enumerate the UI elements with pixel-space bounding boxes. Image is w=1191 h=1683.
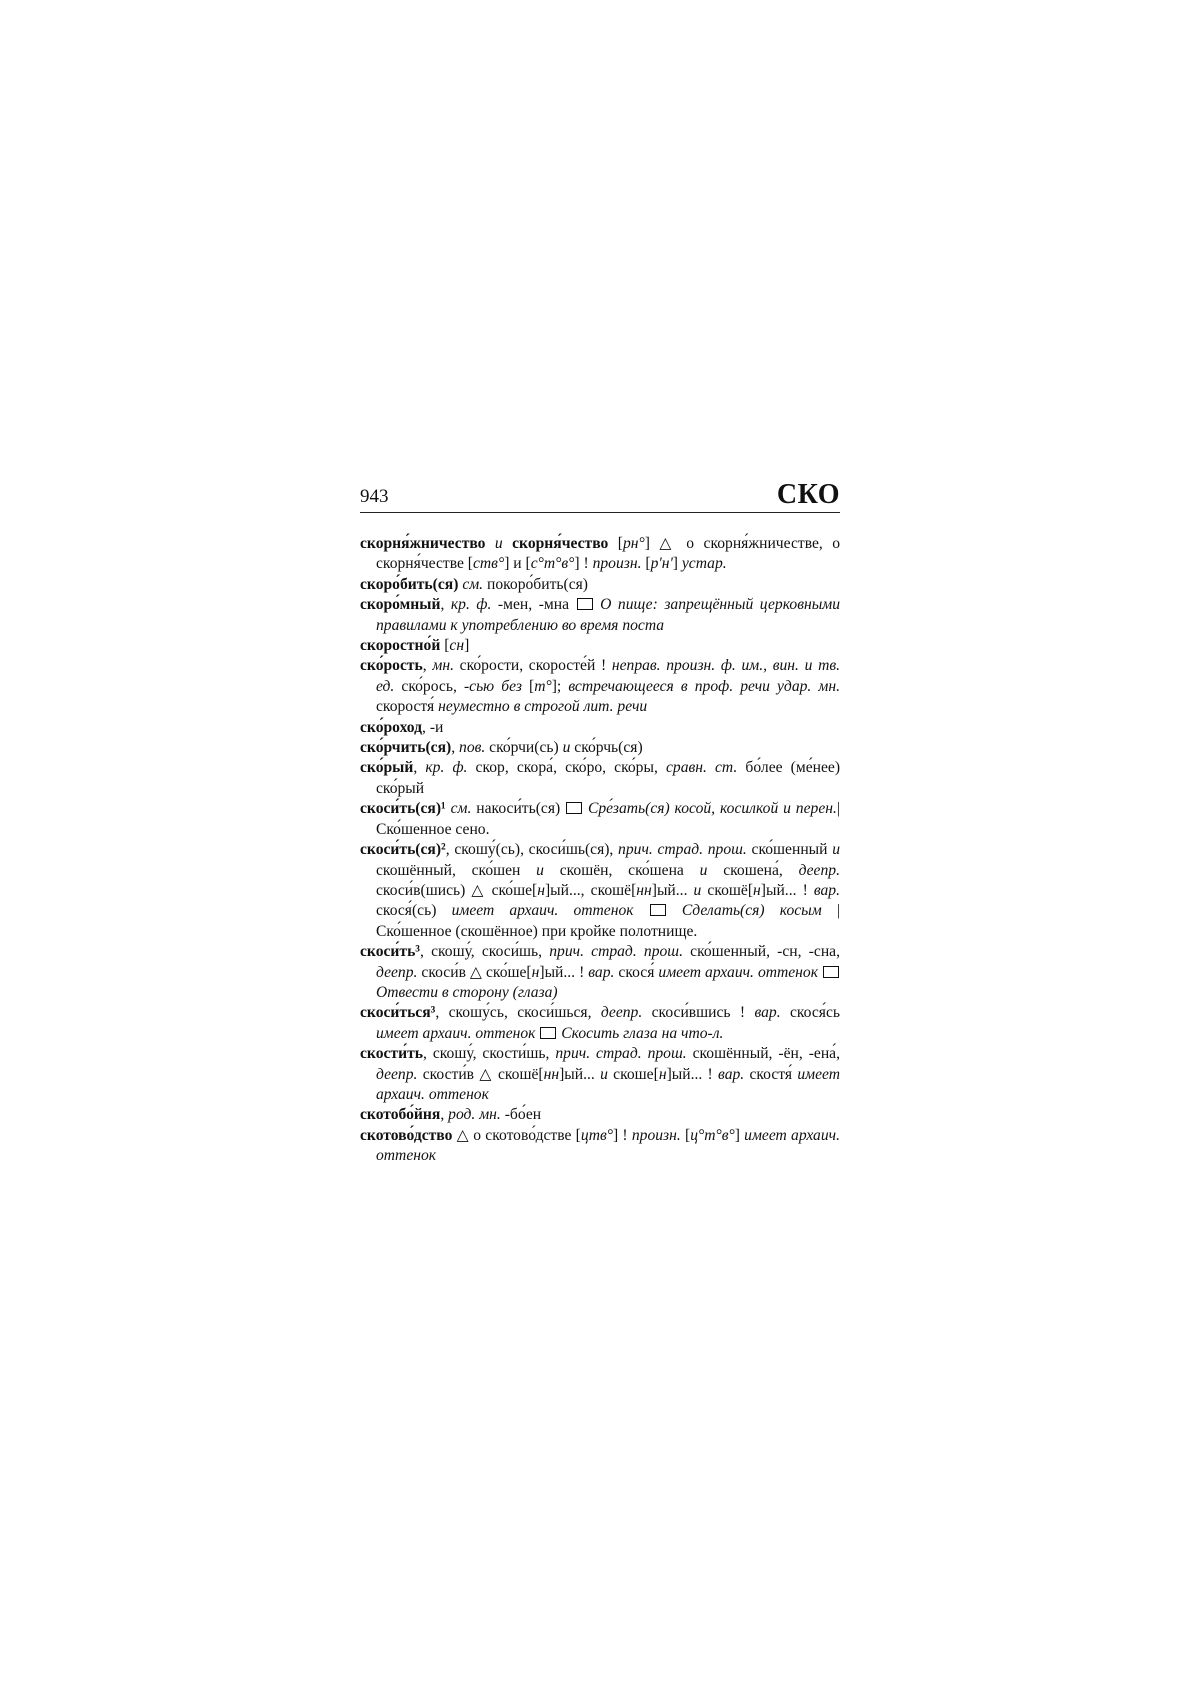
entry-text: ]ый... xyxy=(559,1065,601,1083)
grammar-note: Скосить глаза на что-л. xyxy=(561,1024,724,1042)
dictionary-entry xyxy=(360,1003,840,1044)
grammar-note: ц°т°в° xyxy=(690,1126,735,1144)
grammar-note: цтв° xyxy=(580,1126,613,1144)
grammar-note: прич. страд. прош. xyxy=(555,1045,687,1063)
headword: скоси́ться³ xyxy=(360,1004,436,1022)
headword: скоро́мный xyxy=(360,596,441,614)
headword: ско́роход xyxy=(360,718,423,736)
grammar-note: деепр. xyxy=(600,1004,643,1022)
grammar-note: имеет архаич. оттенок xyxy=(376,1024,536,1042)
dictionary-entry xyxy=(360,758,840,799)
grammar-note: вар. xyxy=(588,963,615,981)
dictionary-entry xyxy=(360,636,840,656)
headword: скоси́ть³ xyxy=(360,943,420,961)
dictionary-entry xyxy=(360,656,840,717)
dictionary-entry xyxy=(360,575,840,595)
entry-text: ско́рчи(сь) xyxy=(485,739,563,757)
entry-text: [ xyxy=(680,1126,691,1144)
grammar-note: произн. xyxy=(631,1126,681,1144)
definition-box-icon xyxy=(823,966,839,978)
entry-text: [ xyxy=(440,637,450,655)
dictionary-entry xyxy=(360,718,840,738)
entry-text: ] ! xyxy=(612,1126,632,1144)
entry-text: скося́ xyxy=(614,963,659,981)
entry-text: , xyxy=(422,657,433,675)
entry-text: скошённый, -ён, -ена́, xyxy=(686,1045,840,1063)
headword: скоро́бить(ся) xyxy=(360,575,459,593)
entry-text: скося́сь xyxy=(780,1004,840,1022)
headword: ско́рый xyxy=(360,759,414,777)
entry-text: ] xyxy=(734,1126,745,1144)
grammar-note: вар. xyxy=(813,881,840,899)
headword: скости́ть xyxy=(360,1045,423,1063)
entry-text: скости́в △ скошё[ xyxy=(417,1065,544,1083)
entry-text: бо́лее (ме́нее) ско́рый xyxy=(376,759,841,797)
grammar-note: р'н' xyxy=(650,555,673,573)
grammar-note: н xyxy=(537,881,545,899)
entry-text: [ xyxy=(641,555,651,573)
entry-text: , скошу́(сь), скоси́шь(ся), xyxy=(445,841,619,859)
dictionary-entry xyxy=(360,1126,840,1167)
grammar-note: н xyxy=(531,963,540,981)
page-header xyxy=(360,478,840,513)
grammar-note: нн xyxy=(543,1065,560,1083)
grammar-note: неправ. произн. ф. им., вин. и тв. ед. xyxy=(376,657,841,695)
grammar-note: О пище: запрещённый церковными правилами к употреблению во время поста xyxy=(376,596,841,634)
dictionary-entry xyxy=(360,840,840,942)
headword: скоси́ть(ся)¹ xyxy=(360,800,446,818)
grammar-note: неуместно в строгой лит. речи xyxy=(438,698,648,716)
grammar-note: деепр. xyxy=(798,861,840,879)
entry-text: , xyxy=(440,1106,449,1124)
grammar-note: и xyxy=(693,881,702,899)
entry-text: накоси́ть(ся) xyxy=(471,800,566,818)
grammar-note: и xyxy=(600,1065,608,1083)
entry-text: -бо́ен xyxy=(500,1106,542,1124)
grammar-note: пов. xyxy=(459,739,486,757)
entry-text: ско́шенный xyxy=(746,841,833,859)
grammar-note: имеет архаич. оттенок xyxy=(376,1065,841,1103)
entry-text: [ xyxy=(521,677,535,695)
grammar-note: -сью без xyxy=(463,677,522,695)
headword: ско́рчить(ся) xyxy=(360,739,452,757)
entry-text: скор, скора́, ско́ро, ско́ры, xyxy=(467,759,666,777)
entry-text: ] и [ xyxy=(504,555,531,573)
grammar-note: вар. xyxy=(718,1065,745,1083)
dictionary-entry xyxy=(360,799,840,840)
headword: ско́рость xyxy=(360,657,423,675)
grammar-note: и xyxy=(832,841,840,859)
grammar-note: и xyxy=(699,861,708,879)
definition-box-icon xyxy=(566,802,582,814)
entry-text: -мен, -мна xyxy=(491,596,576,614)
grammar-note: Отвести в сторону (глаза) xyxy=(376,983,558,1001)
entry-text: , xyxy=(440,596,451,614)
grammar-note: сн xyxy=(449,637,465,655)
entry-text: ]ый... xyxy=(651,881,694,899)
entry-text: скоси́в(шись) △ ско́ше[ xyxy=(376,881,538,899)
entry-text: ско́шенный, -сн, -сна, xyxy=(682,943,840,961)
grammar-note: имеет архаич. оттенок xyxy=(376,1126,840,1165)
entry-text: скоси́в △ ско́ше[ xyxy=(417,963,532,981)
entry-text xyxy=(818,964,822,981)
entry-text: , скошу́сь, скоси́шься, xyxy=(435,1004,601,1022)
entry-text: скоростя́ xyxy=(376,698,439,716)
entry-text: , скошу́, скоси́шь, xyxy=(419,943,550,961)
entry-text: ско́рости, скоросте́й ! xyxy=(453,657,612,675)
grammar-note: кр. ф. xyxy=(425,759,468,777)
grammar-note: ств° xyxy=(473,555,505,573)
entry-text: ]ый... ! xyxy=(760,881,814,899)
grammar-note: рн° xyxy=(622,535,645,552)
entry-text: ]ый... ! xyxy=(666,1065,719,1083)
grammar-note: кр. ф. xyxy=(450,596,492,614)
definition-box-icon xyxy=(577,598,593,610)
headword: скотово́дство xyxy=(360,1126,453,1144)
entry-text: скостя́ xyxy=(744,1065,798,1083)
entry-text: | Ско́шенное (скошённое) при кройке полотнище. xyxy=(376,902,840,940)
dictionary-entries xyxy=(360,534,840,1167)
grammar-note: имеет архаич. оттенок xyxy=(658,963,819,981)
entry-text: , xyxy=(413,759,426,777)
entry-text: скоше[ xyxy=(607,1065,659,1083)
grammar-note: встречающееся в проф. речи удар. мн. xyxy=(568,677,840,695)
entry-text: ско́рчь(ся) xyxy=(570,739,643,757)
dictionary-entry xyxy=(360,942,840,1003)
entry-text xyxy=(667,902,682,919)
grammar-note: сравн. ст. xyxy=(665,759,738,777)
dictionary-entry xyxy=(360,1044,840,1105)
running-head: СКО xyxy=(776,479,840,510)
entry-text: ] △ о скорня́жничестве, о скорня́честве [ xyxy=(376,535,841,573)
entry-text: [ xyxy=(608,535,623,552)
grammar-note: мн. xyxy=(432,657,454,675)
grammar-note: род. мн. xyxy=(448,1106,501,1124)
entry-text: | Ско́шенное сено. xyxy=(376,800,841,838)
grammar-note: нн xyxy=(636,881,652,899)
grammar-note: имеет архаич. оттенок xyxy=(451,902,634,920)
entry-text: ] xyxy=(464,637,470,655)
grammar-note: устар. xyxy=(681,555,727,573)
grammar-note: прич. страд. прош. xyxy=(549,943,683,961)
entry-text: ско́рось, xyxy=(394,677,464,695)
grammar-note: см. xyxy=(450,800,472,818)
grammar-note: и xyxy=(536,861,544,879)
page-number: 943 xyxy=(360,486,389,507)
entry-text: покоро́бить(ся) xyxy=(483,575,588,593)
dictionary-entry xyxy=(360,738,840,758)
entry-text: ] ! xyxy=(574,555,593,573)
headword: скорня́чество xyxy=(512,535,609,552)
entry-text: скоси́вшись ! xyxy=(642,1004,755,1022)
grammar-note: см. xyxy=(462,575,484,593)
grammar-note: и xyxy=(485,535,513,552)
grammar-note: произн. xyxy=(592,555,642,573)
entry-text xyxy=(535,1025,539,1042)
grammar-note: деепр. xyxy=(376,1065,418,1083)
entry-text: ] xyxy=(672,555,682,573)
entry-text: скошена́, xyxy=(707,861,799,879)
headword: скорня́жничество xyxy=(360,535,486,552)
entry-text: , скошу́, скости́шь, xyxy=(422,1045,556,1063)
headword: скоси́ть(ся)² xyxy=(360,841,446,859)
grammar-note: н xyxy=(658,1065,667,1083)
grammar-note: с°т°в° xyxy=(530,555,575,573)
definition-box-icon xyxy=(540,1027,556,1039)
grammar-note: деепр. xyxy=(376,963,418,981)
definition-box-icon xyxy=(650,904,666,916)
entry-text: △ о скотово́дстве [ xyxy=(452,1126,581,1144)
entry-text: ]ый... ! xyxy=(539,963,589,981)
entry-text xyxy=(634,902,649,919)
grammar-note: и xyxy=(562,739,571,757)
headword: скотобо́йня xyxy=(360,1106,441,1124)
dictionary-entry xyxy=(360,534,840,575)
grammar-note: прич. страд. прош. xyxy=(618,841,747,859)
entry-text: скошё[ xyxy=(701,881,754,899)
grammar-note: т° xyxy=(534,677,552,695)
entry-text: ]ый..., скошё[ xyxy=(544,881,637,899)
grammar-note: вар. xyxy=(754,1004,781,1022)
entry-text: скошённый, ско́шен xyxy=(376,861,537,879)
entry-text: , -и xyxy=(422,718,444,736)
grammar-note: Сделать(ся) косым xyxy=(681,902,822,920)
dictionary-entry xyxy=(360,1105,840,1125)
dictionary-entry xyxy=(360,595,840,636)
grammar-note: Сре́зать(ся) косой, косилкой и перен. xyxy=(587,800,837,818)
grammar-note: н xyxy=(753,881,761,899)
entry-text: , xyxy=(451,739,460,757)
headword: скоростно́й xyxy=(360,637,441,655)
entry-text: скошён, ско́шена xyxy=(543,861,700,879)
entry-text: скося́(сь) xyxy=(376,902,452,920)
entry-text: ]; xyxy=(551,677,569,695)
